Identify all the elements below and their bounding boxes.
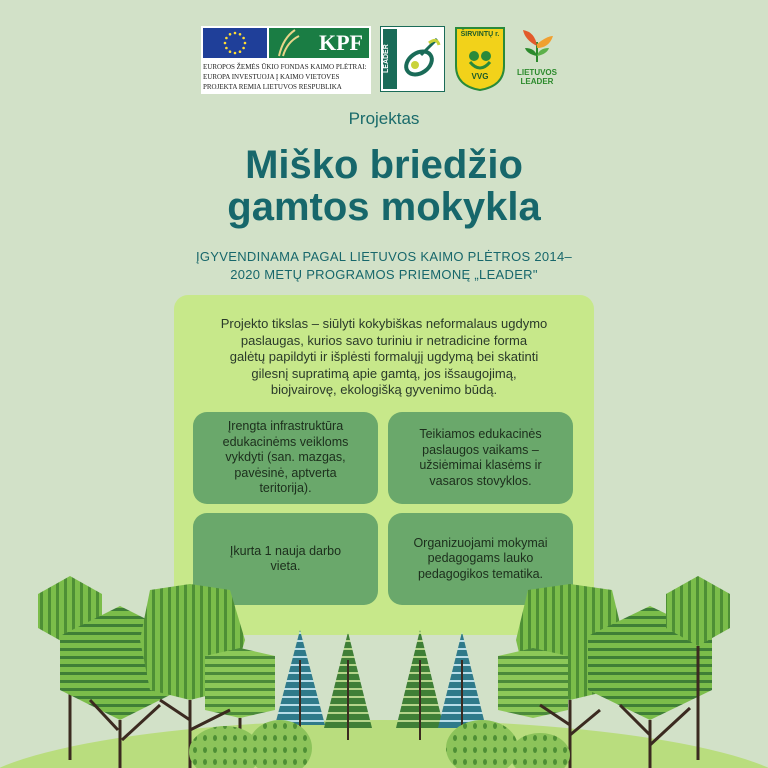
- subtitle-line: ĮGYVENDINAMA PAGAL LIETUVOS KAIMO PLĖTROS 2014–: [195, 249, 573, 264]
- eu-caption-line: EUROPA INVESTUOJA Į KAIMO VIETOVES: [203, 73, 340, 81]
- ll-line: LIETUVOS: [516, 68, 557, 77]
- leader-bar-text: LEADER: [383, 29, 397, 89]
- eu-caption-line: PROJEKTA REMIA LIETUVOS RESPUBLIKA: [203, 83, 342, 91]
- eu-caption-line: EUROPOS ŽEMĖS ŪKIO FONDAS KAIMO PLĖTRAI:: [203, 63, 367, 71]
- subtitle-line: 2020 METŲ PROGRAMOS PRIEMONĘ „LEADER": [230, 267, 538, 282]
- title-line: gamtos mokykla: [227, 185, 541, 229]
- vvg-top-text: ŠIRVINTŲ r.: [460, 31, 500, 38]
- eyebrow-label: Projektas: [348, 109, 420, 128]
- card-line: pavėsinė, aptverta: [234, 465, 337, 480]
- card-line: vieta.: [270, 559, 301, 573]
- vvg-bottom-text: VVG: [471, 72, 489, 81]
- goal-line: paslaugas, kurios savo turiniu ir netradicine forma: [240, 332, 528, 348]
- kpf-text: KPF: [319, 30, 363, 55]
- goal-line: galėtų papildyti ir išplėsti formalųjį ugdymą bei skatinti: [229, 349, 539, 364]
- card-line: Įrengta infrastruktūra: [227, 419, 344, 434]
- card-line: pedagogams lauko: [427, 551, 534, 566]
- card-line: vasaros stovyklos.: [429, 473, 532, 488]
- goal-line: gilesnį supratimą apie gamtą, jos išsaugojimą,: [251, 365, 517, 381]
- goal-line: Projekto tikslas – siūlyti kokybiškas neformalaus ugdymo: [220, 316, 548, 331]
- ll-line: LEADER: [520, 77, 554, 86]
- goal-line: biojvairovę, ekologišką gyvenimo būdą.: [270, 382, 498, 397]
- card-line: Organizuojami mokymai: [413, 535, 548, 550]
- card-line: edukacinėms veikloms: [222, 434, 349, 449]
- card-line: vykdyti (san. mazgas,: [225, 450, 346, 465]
- card-line: užsiėmimai klasėms ir: [419, 458, 542, 472]
- card-line: paslaugos vaikams –: [422, 442, 539, 457]
- card-line: pedagogikos tematika.: [417, 566, 544, 581]
- card-line: teritorija).: [259, 481, 312, 496]
- card-line: Įkurta 1 nauja darbo: [229, 543, 342, 558]
- card-line: Teikiamos edukacinės: [419, 427, 542, 441]
- title-line: Miško briedžio: [245, 143, 523, 187]
